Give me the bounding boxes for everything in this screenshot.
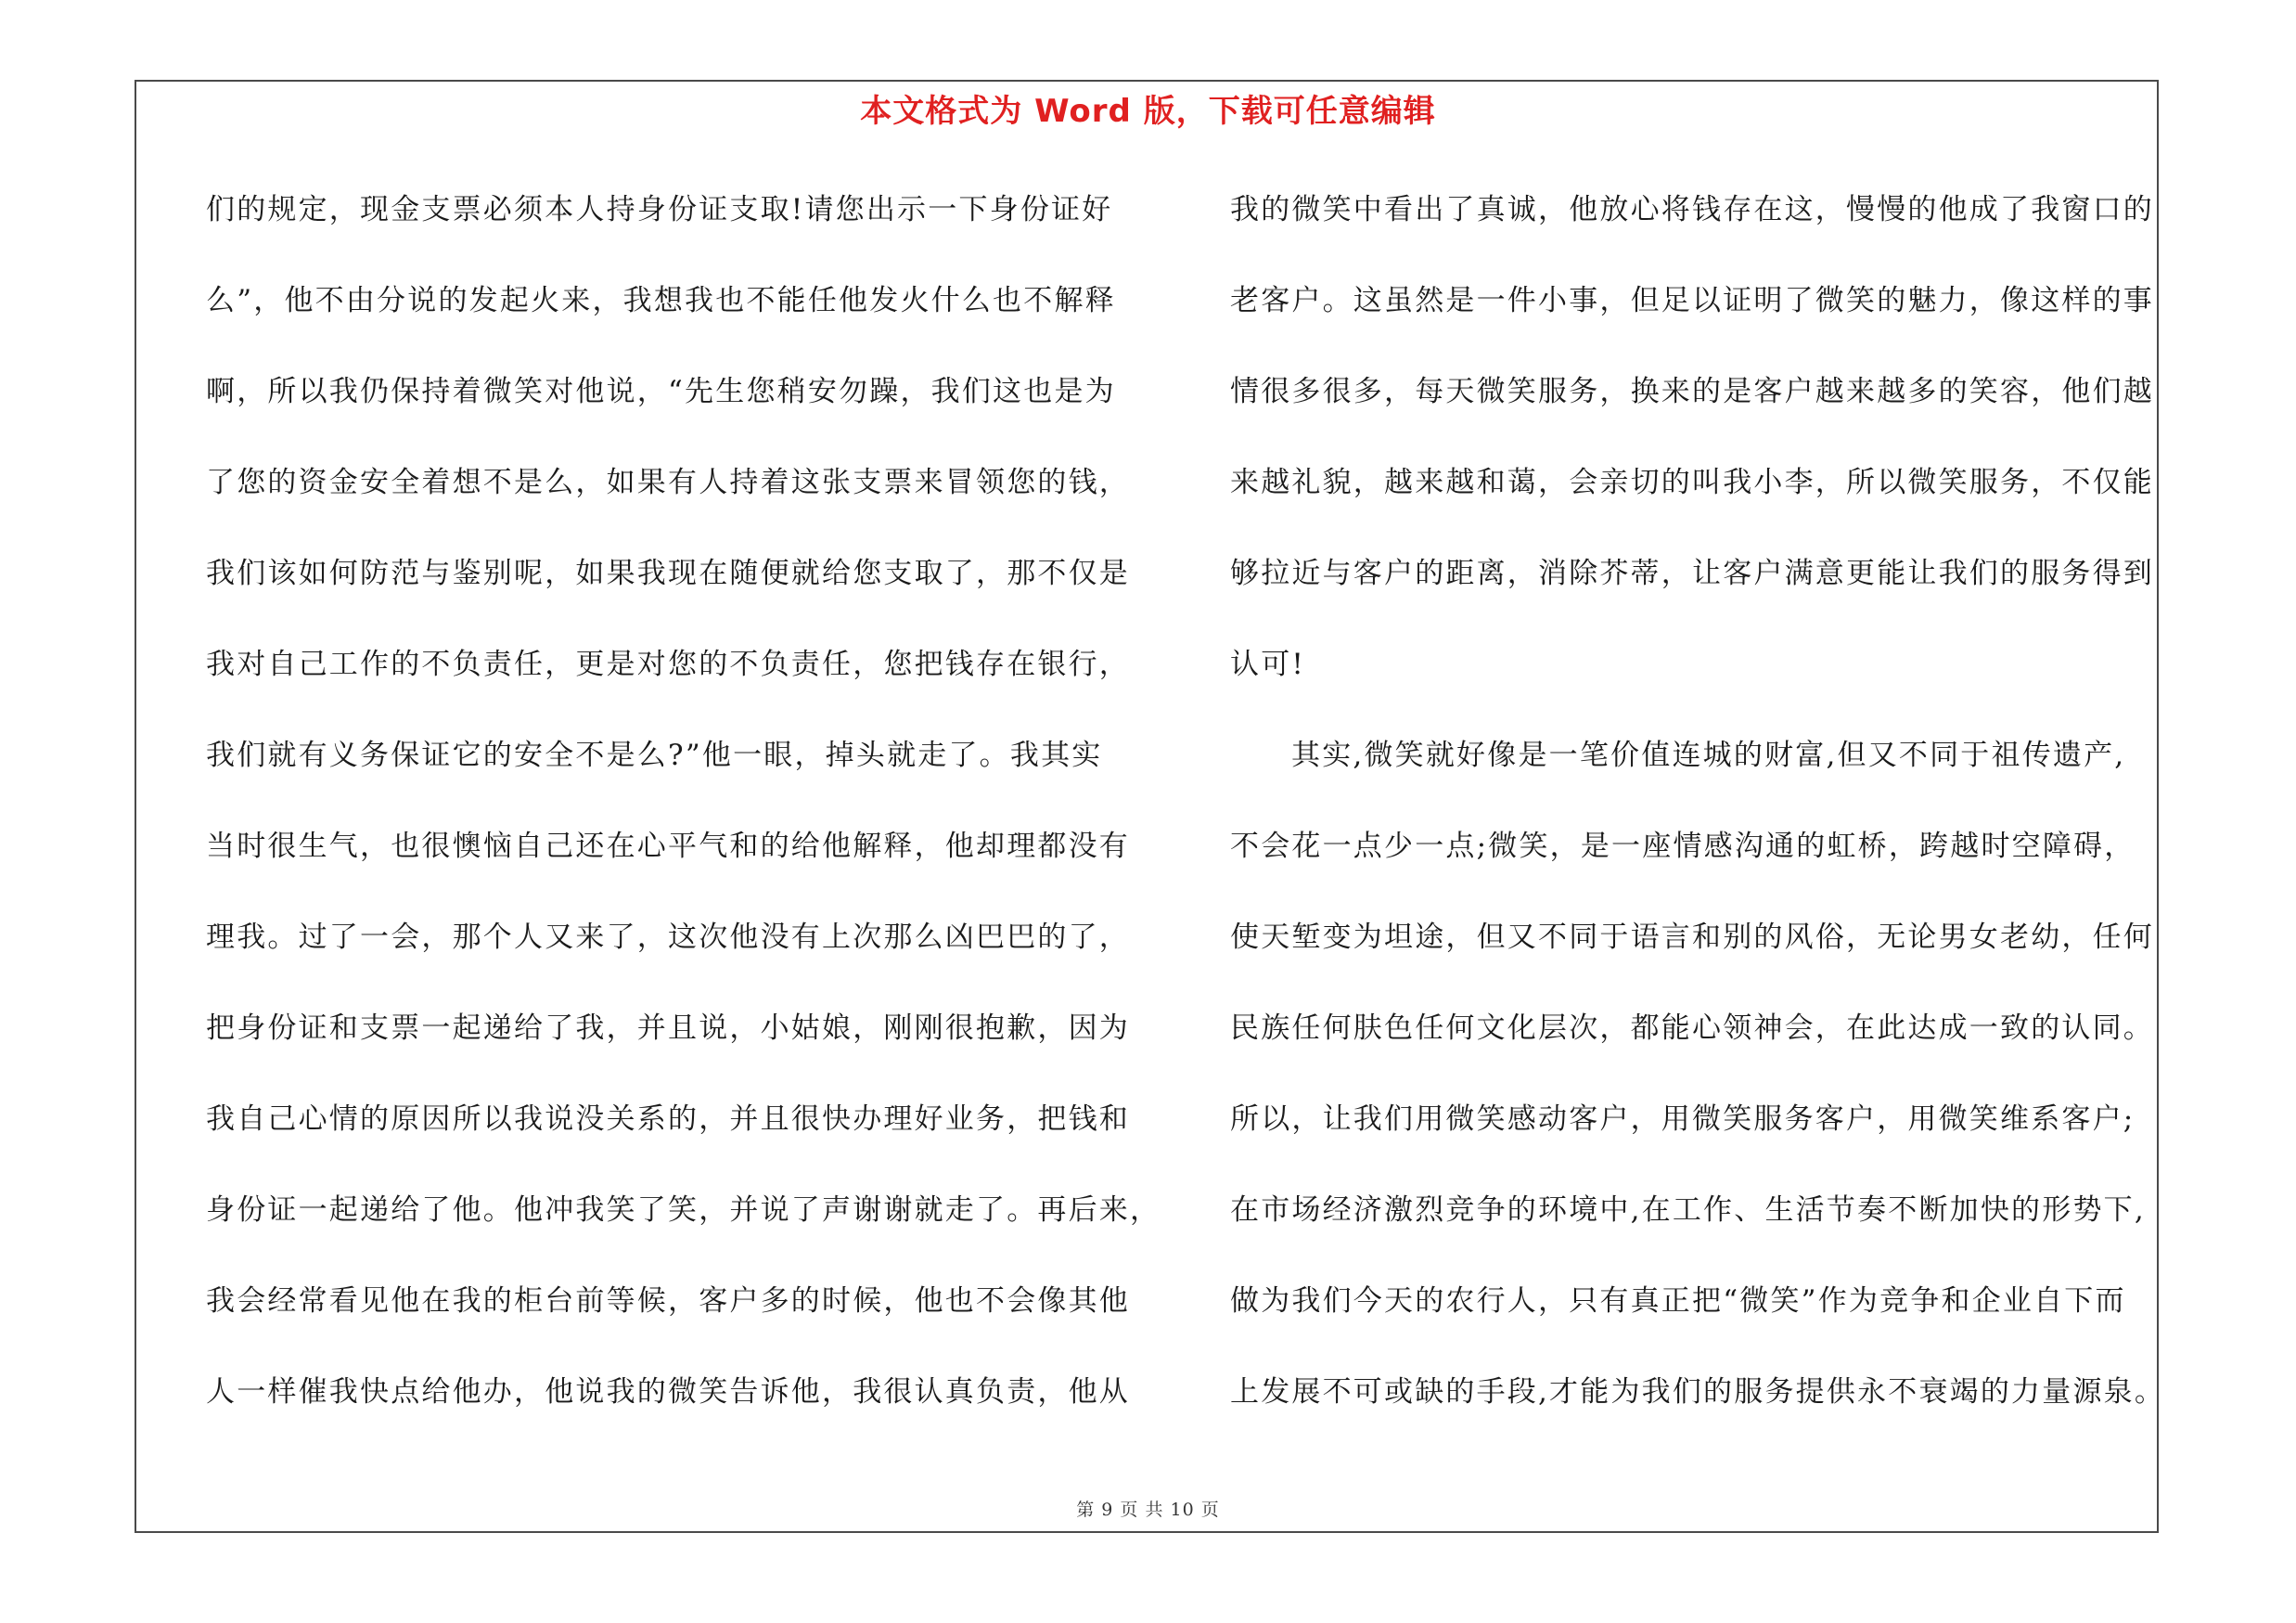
left-text-column <box>206 182 1171 1455</box>
header-banner: 本文格式为 Word 版，下载可任意编辑 <box>860 93 1436 130</box>
text-line: 我们该如何防范与鉴别呢，如果我现在随便就给您支取了，那不仅是 <box>206 557 1130 590</box>
text-line: 在市场经济激烈竞争的环境中,在工作、生活节奏不断加快的形势下, <box>1230 1193 2146 1227</box>
text-line: 当时很生气，也很懊恼自己还在心平气和的给他解释，他却理都没有 <box>206 830 1130 863</box>
text-line: 使天堑变为坦途，但又不同于语言和别的风俗，无论男女老幼，任何 <box>1230 921 2154 954</box>
text-line: 人一样催我快点给他办，他说我的微笑告诉他，我很认真负责，他从 <box>206 1375 1130 1409</box>
text-line: 么”，他不由分说的发起火来，我想我也不能任他发火什么也不解释 <box>206 284 1116 317</box>
right-text-column <box>1230 182 2195 1455</box>
text-line: 把身份证和支票一起递给了我，并且说，小姑娘，刚刚很抱歉，因为 <box>206 1011 1130 1045</box>
text-line: 够拉近与客户的距离，消除芥蒂，让客户满意更能让我们的服务得到 <box>1230 557 2154 590</box>
text-line: 我对自己工作的不负责任，更是对您的不负责任，您把钱存在银行， <box>206 648 1130 681</box>
text-line: 我自己心情的原因所以我说没关系的，并且很快办理好业务，把钱和 <box>206 1102 1130 1136</box>
text-line: 不会花一点少一点;微笑，是一座情感沟通的虹桥，跨越时空障碍， <box>1230 830 2136 863</box>
text-line: 来越礼貌，越来越和蔼，会亲切的叫我小李，所以微笑服务，不仅能 <box>1230 466 2154 499</box>
text-line: 我会经常看见他在我的柜台前等候，客户多的时候，他也不会像其他 <box>206 1284 1130 1318</box>
page-number-footer: 第 9 页 共 10 页 <box>1076 1500 1220 1520</box>
text-line: 民族任何肤色任何文化层次，都能心领神会，在此达成一致的认同。 <box>1230 1011 2154 1045</box>
text-line: 上发展不可或缺的手段,才能为我们的服务提供永不衰竭的力量源泉。 <box>1230 1375 2166 1409</box>
text-line: 老客户。这虽然是一件小事，但足以证明了微笑的魅力，像这样的事 <box>1230 284 2154 317</box>
text-line: 我们就有义务保证它的安全不是么?”他一眼，掉头就走了。我其实 <box>206 739 1103 772</box>
text-line: 身份证一起递给了他。他冲我笑了笑，并说了声谢谢就走了。再后来， <box>206 1193 1161 1227</box>
paragraph-start-line: 其实,微笑就好像是一笔价值连城的财富,但又不同于祖传遗产, <box>1291 739 2126 772</box>
text-line: 做为我们今天的农行人，只有真正把“微笑”作为竞争和企业自下而 <box>1230 1284 2126 1318</box>
text-line: 我的微笑中看出了真诚，他放心将钱存在这，慢慢的他成了我窗口的 <box>1230 193 2154 226</box>
text-line: 啊，所以我仍保持着微笑对他说，“先生您稍安勿躁，我们这也是为 <box>206 375 1116 408</box>
text-line: 理我。过了一会，那个人又来了，这次他没有上次那么凶巴巴的了， <box>206 921 1130 954</box>
text-line: 情很多很多，每天微笑服务，换来的是客户越来越多的笑容，他们越 <box>1230 375 2154 408</box>
text-line: 所以，让我们用微笑感动客户，用微笑服务客户，用微笑维系客户; <box>1230 1102 2136 1136</box>
text-line: 认可! <box>1230 648 1306 681</box>
text-line: 了您的资金安全着想不是么，如果有人持着这张支票来冒领您的钱， <box>206 466 1130 499</box>
text-line: 们的规定，现金支票必须本人持身份证支取!请您出示一下身份证好 <box>206 193 1113 226</box>
